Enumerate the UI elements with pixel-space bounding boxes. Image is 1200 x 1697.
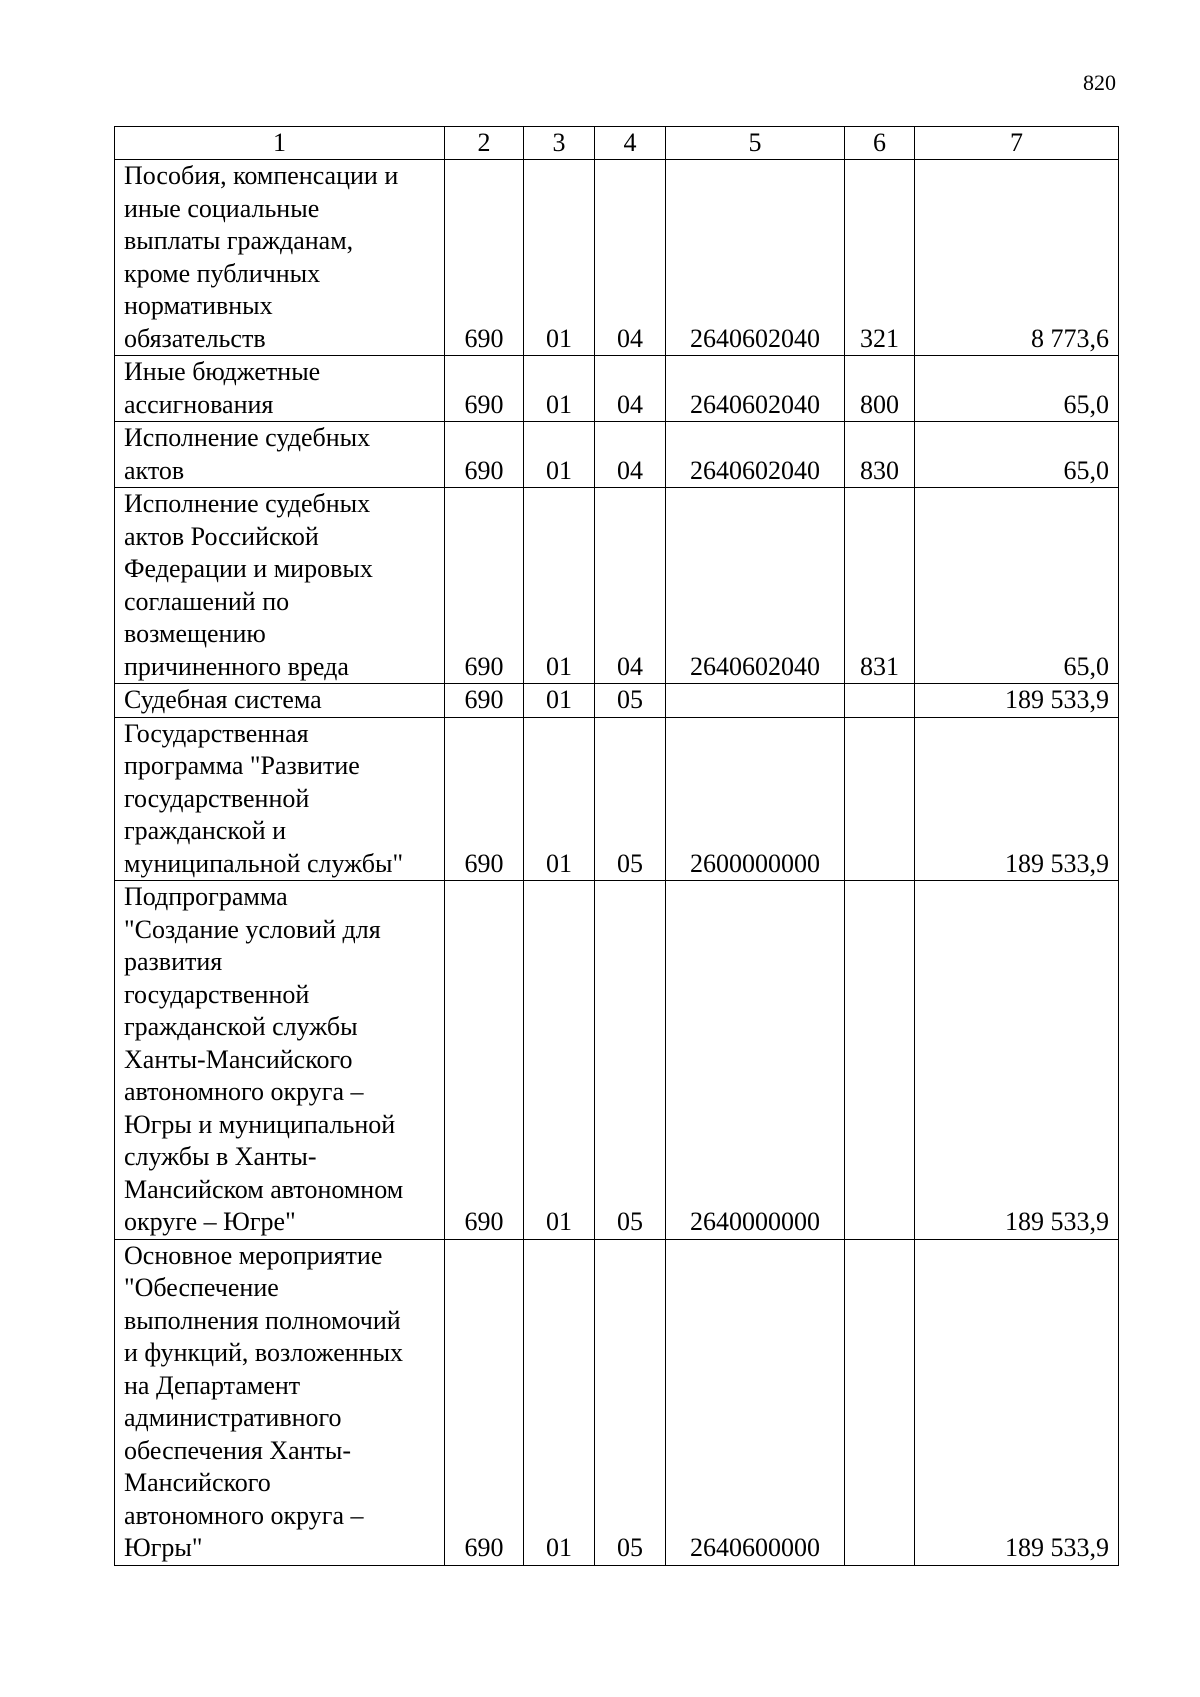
cell-name-line: Исполнение судебных	[124, 489, 371, 518]
cell-code-5: 2640602040	[666, 356, 845, 422]
table-row	[115, 160, 1119, 356]
cell-code-3: 01	[524, 160, 595, 356]
cell-name-line: "Создание условий для	[124, 914, 381, 944]
cell-name-line: актов	[124, 455, 185, 485]
cell-amount: 65,0	[915, 422, 1119, 488]
cell-name-line: программа "Развитие	[124, 751, 360, 780]
cell-code-3: 01	[524, 488, 595, 684]
cell-code-6: 831	[845, 488, 915, 684]
cell-code-2: 690	[445, 881, 524, 1240]
table-header-row	[115, 127, 1119, 160]
cell-code-3: 01	[524, 422, 595, 488]
cell-name	[115, 160, 445, 356]
cell-name-line: административного	[124, 1403, 342, 1432]
column-header: 6	[845, 127, 915, 160]
cell-code-3: 01	[524, 881, 595, 1240]
cell-name-line: гражданской и	[124, 816, 287, 845]
cell-code-6	[845, 717, 915, 881]
cell-code-2: 690	[445, 488, 524, 684]
cell-name-line: Иные бюджетные	[124, 357, 321, 386]
cell-name-line: Судебная система	[124, 685, 322, 714]
cell-name-line: Пособия, компенсации и	[124, 161, 399, 190]
cell-code-2: 690	[445, 684, 524, 718]
cell-code-6: 830	[845, 422, 915, 488]
cell-name-line: автономного округа –	[124, 1500, 364, 1530]
cell-name-line: и функций, возложенных	[124, 1338, 404, 1367]
column-header: 2	[445, 127, 524, 160]
page-number: 820	[1083, 70, 1116, 95]
table-row	[115, 684, 1119, 718]
cell-name-line: автономного округа –	[124, 1077, 364, 1106]
budget-table	[114, 126, 1119, 1566]
cell-name	[115, 881, 445, 1240]
cell-name-line: Югры"	[124, 1533, 203, 1562]
cell-amount: 189 533,9	[915, 1239, 1119, 1565]
cell-code-3: 01	[524, 684, 595, 718]
cell-name-line: обязательств	[124, 323, 266, 353]
cell-code-4: 05	[595, 717, 666, 881]
cell-name	[115, 1239, 445, 1565]
cell-code-2: 690	[445, 717, 524, 881]
table-row	[115, 1239, 1119, 1565]
cell-code-4: 04	[595, 160, 666, 356]
cell-name-line: нормативных	[124, 291, 273, 320]
cell-code-4: 04	[595, 488, 666, 684]
cell-name-line: Федерации и мировых	[124, 554, 373, 583]
cell-name-line: выполнения полномочий	[124, 1305, 401, 1335]
cell-name	[115, 422, 445, 488]
cell-name-line: Основное мероприятие	[124, 1240, 383, 1270]
cell-amount: 65,0	[915, 488, 1119, 684]
cell-code-5: 2640602040	[666, 422, 845, 488]
cell-code-5: 2640602040	[666, 488, 845, 684]
table-row	[115, 422, 1119, 488]
cell-code-5: 2640000000	[666, 881, 845, 1240]
cell-code-3: 01	[524, 356, 595, 422]
cell-name	[115, 717, 445, 881]
cell-code-3: 01	[524, 717, 595, 881]
table-row	[115, 881, 1119, 1240]
cell-amount: 189 533,9	[915, 881, 1119, 1240]
cell-name-line: Исполнение судебных	[124, 423, 371, 452]
cell-name-line: службы в Ханты-	[124, 1142, 317, 1171]
cell-name-line: Государственная	[124, 718, 309, 748]
cell-name-line: Мансийском автономном	[124, 1174, 404, 1204]
column-header: 7	[915, 127, 1119, 160]
cell-name-line: причиненного вреда	[124, 651, 349, 681]
cell-amount: 189 533,9	[915, 684, 1119, 718]
cell-name-line: выплаты гражданам,	[124, 226, 354, 255]
column-header: 4	[595, 127, 666, 160]
cell-code-6	[845, 684, 915, 718]
cell-name-line: округе – Югре"	[124, 1207, 296, 1236]
cell-code-6	[845, 1239, 915, 1565]
cell-amount: 65,0	[915, 356, 1119, 422]
cell-code-4: 04	[595, 422, 666, 488]
cell-name	[115, 684, 445, 718]
cell-name	[115, 488, 445, 684]
cell-code-6: 321	[845, 160, 915, 356]
cell-name-line: государственной	[124, 783, 310, 813]
cell-name-line: государственной	[124, 979, 310, 1009]
cell-name-line: муниципальной службы"	[124, 848, 404, 878]
cell-code-6	[845, 881, 915, 1240]
table-row	[115, 488, 1119, 684]
cell-name-line: возмещению	[124, 619, 266, 648]
cell-name	[115, 356, 445, 422]
cell-code-5: 2640602040	[666, 160, 845, 356]
cell-name-line: на Департамент	[124, 1370, 301, 1400]
cell-code-4: 04	[595, 356, 666, 422]
cell-code-5: 2600000000	[666, 717, 845, 881]
column-header: 1	[115, 127, 445, 160]
cell-name-line: иные социальные	[124, 193, 320, 223]
cell-code-4: 05	[595, 1239, 666, 1565]
cell-name-line: актов Российской	[124, 521, 319, 551]
cell-code-2: 690	[445, 356, 524, 422]
column-header: 5	[666, 127, 845, 160]
cell-code-5	[666, 684, 845, 718]
cell-code-5: 2640600000	[666, 1239, 845, 1565]
cell-name-line: развития	[124, 947, 223, 976]
cell-name-line: кроме публичных	[124, 258, 321, 288]
cell-name-line: "Обеспечение	[124, 1273, 279, 1302]
cell-name-line: ассигнования	[124, 389, 274, 419]
cell-code-4: 05	[595, 684, 666, 718]
column-header: 3	[524, 127, 595, 160]
cell-code-4: 05	[595, 881, 666, 1240]
cell-code-2: 690	[445, 422, 524, 488]
cell-name-line: обеспечения Ханты-	[124, 1435, 352, 1465]
cell-name-line: Мансийского	[124, 1468, 271, 1497]
cell-name-line: гражданской службы	[124, 1012, 358, 1041]
cell-name-line: соглашений по	[124, 586, 290, 616]
cell-code-3: 01	[524, 1239, 595, 1565]
table-row	[115, 717, 1119, 881]
cell-amount: 189 533,9	[915, 717, 1119, 881]
cell-amount: 8 773,6	[915, 160, 1119, 356]
cell-name-line: Ханты-Мансийского	[124, 1044, 353, 1074]
cell-code-2: 690	[445, 160, 524, 356]
cell-code-2: 690	[445, 1239, 524, 1565]
cell-name-line: Югры и муниципальной	[124, 1109, 396, 1139]
cell-name-line: Подпрограмма	[124, 882, 288, 911]
cell-code-6: 800	[845, 356, 915, 422]
table-row	[115, 356, 1119, 422]
